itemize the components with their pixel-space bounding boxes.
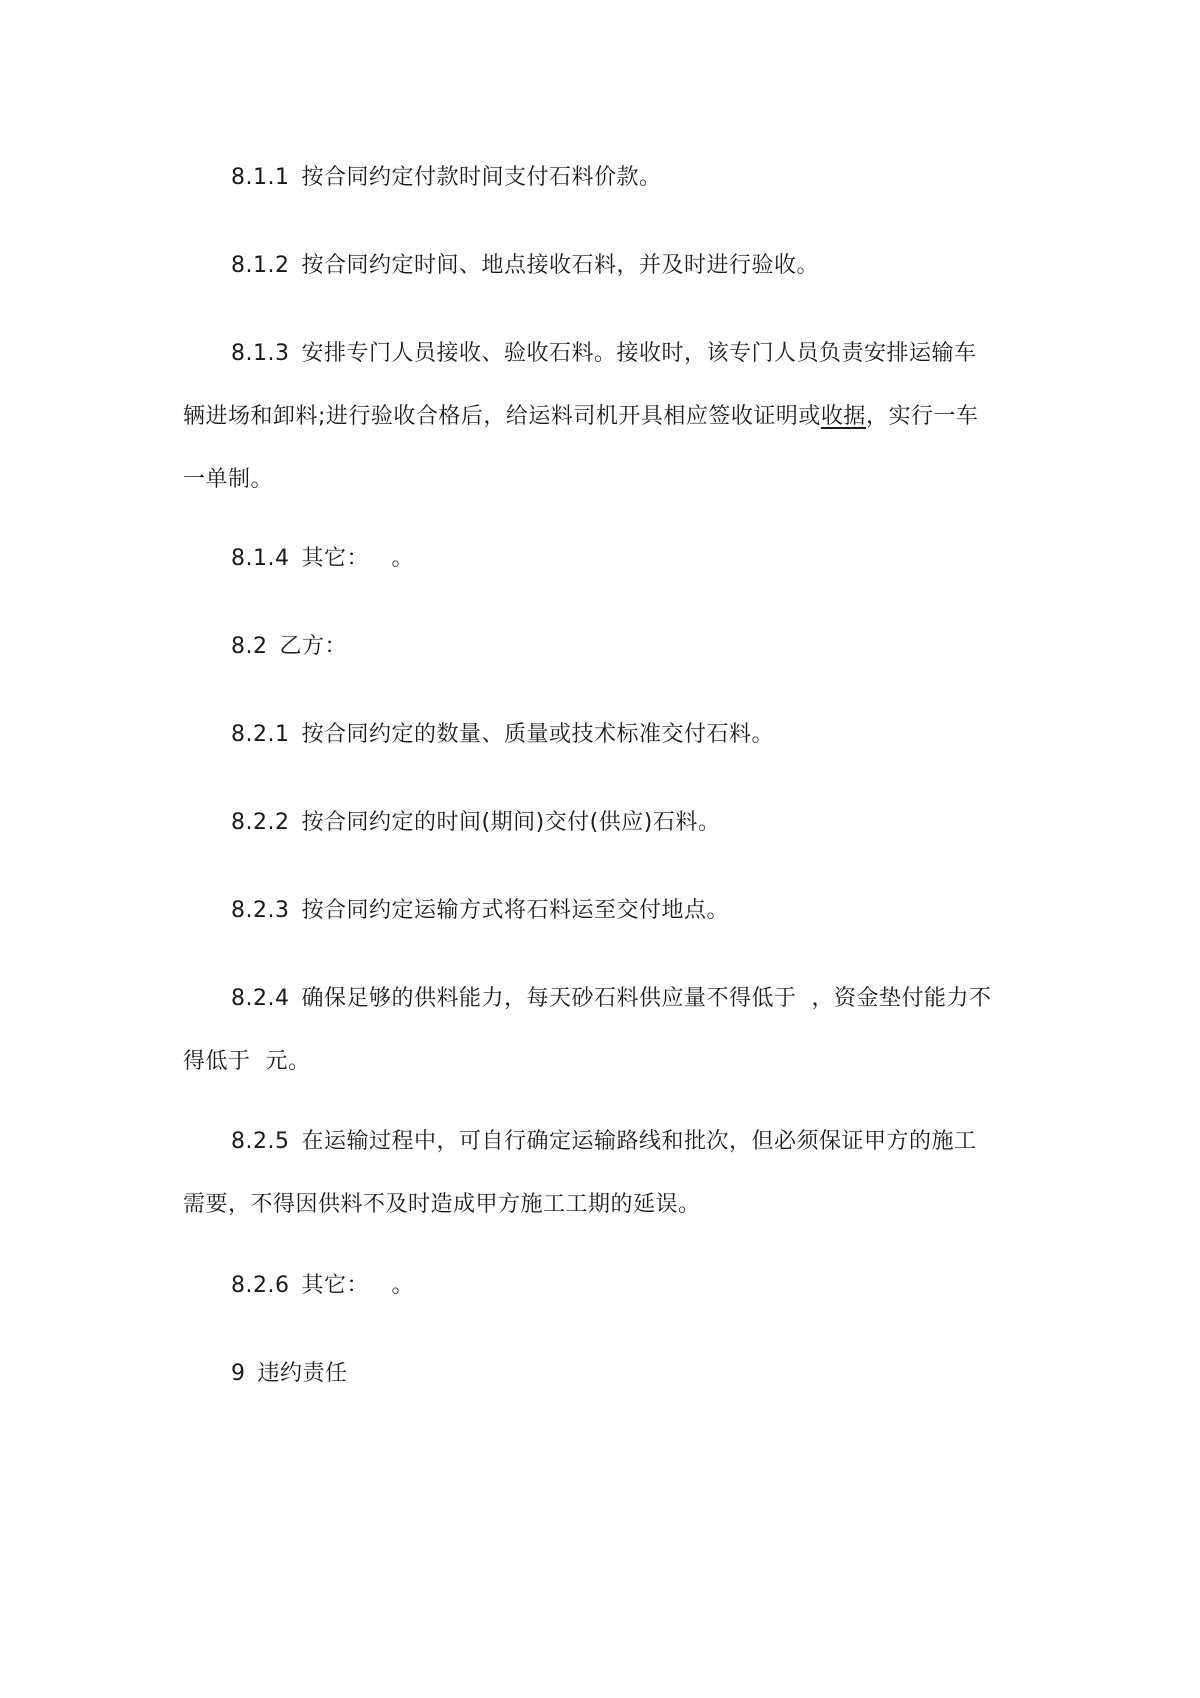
clause-text: 按合同约定的时间(期间)交付(供应)石料。 — [301, 810, 721, 835]
clause-text: 按合同约定时间、地点接收石料，并及时进行验收。 — [301, 253, 819, 278]
clause-number: 8.1.4 — [231, 546, 290, 571]
clause-text-end: ，实行一车一单制。 — [183, 404, 979, 492]
clause-text: 按合同约定付款时间支付石料价款。 — [301, 165, 662, 190]
clause-number: 8.2.1 — [231, 722, 290, 747]
section-number: 9 — [231, 1361, 246, 1386]
clause-number: 8.1.2 — [231, 253, 290, 278]
clause-8-1-1 — [183, 146, 995, 209]
clause-number: 8.2.6 — [231, 1273, 290, 1298]
clause-text: 按合同约定的数量、质量或技术标准交付石料。 — [301, 722, 774, 747]
clause-number: 8.1.1 — [231, 165, 290, 190]
clause-number: 8.2.5 — [231, 1129, 290, 1154]
clause-8-2-6 — [183, 1254, 995, 1317]
underlined-term: 收据 — [820, 404, 866, 429]
clause-text: 其它： 。 — [301, 546, 414, 571]
clause-8-2-4 — [183, 967, 995, 1093]
clause-number: 8.1.3 — [231, 341, 290, 366]
section-title: 违约责任 — [257, 1361, 348, 1386]
clause-8-2-2 — [183, 791, 995, 854]
clause-text: 确保足够的供料能力，每天砂石料供应量不得低于 ，资金垫付能力不得低于 元。 — [183, 986, 992, 1074]
clause-8-1-4 — [183, 527, 995, 590]
clause-number: 8.2 — [231, 634, 268, 659]
clause-number: 8.2.2 — [231, 810, 290, 835]
section-9-heading — [183, 1342, 995, 1405]
clause-number: 8.2.4 — [231, 986, 290, 1011]
clause-text: 按合同约定运输方式将石料运至交付地点。 — [301, 898, 729, 923]
clause-text: 在运输过程中，可自行确定运输路线和批次，但必须保证甲方的施工需要，不得因供料不及时造成甲方施工工期的延误。 — [183, 1129, 977, 1217]
clause-text: 安排专门人员接收、验收石料。接收时，该专门人员负责安排运输车辆进场和卸料;进行验收合格后，给运料司机开具相应签收证明或 — [183, 341, 977, 429]
clause-8-1-3 — [183, 322, 995, 511]
clause-number: 8.2.3 — [231, 898, 290, 923]
clause-8-1-2 — [183, 234, 995, 297]
clause-8-2-3 — [183, 879, 995, 942]
clause-8-2 — [183, 615, 995, 678]
clause-text: 乙方： — [279, 634, 348, 659]
clause-text: 其它： 。 — [301, 1273, 414, 1298]
clause-8-2-1 — [183, 703, 995, 766]
clause-8-2-5 — [183, 1110, 995, 1236]
